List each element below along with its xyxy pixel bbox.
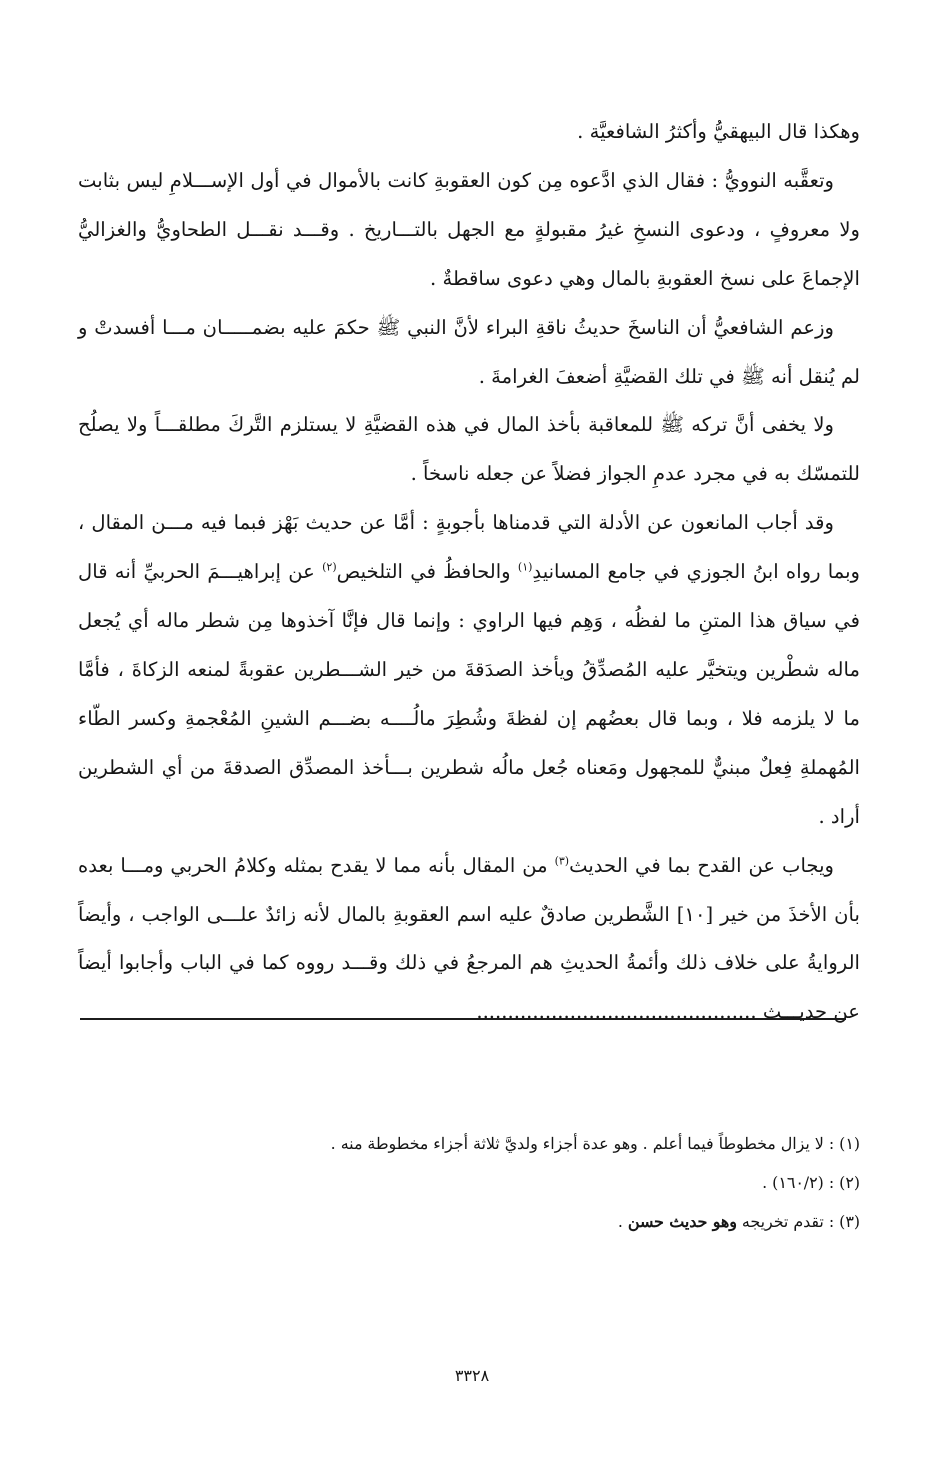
footnote-2-text: (١٦٠/٢) . — [762, 1173, 824, 1192]
paragraph-6-part-1: ويجاب عن القدح بما في الحديث — [569, 853, 834, 877]
paragraph-3: وزعم الشافعيُّ أن الناسخَ حديثُ ناقةِ البراء لأنَّ النبي ﷺ حكمَ عليه بضمـــــان مـــا أفسدتْ و لم يُنقل أنه ﷺ في تلك القضيَّةِ أضعفَ الغرامةَ . — [78, 315, 860, 388]
footnote-ref-2: (٢) — [322, 560, 337, 574]
paragraph-5 — [78, 499, 860, 841]
footnote-ref-1: (١) — [517, 560, 533, 574]
footnote-1 — [80, 1124, 860, 1163]
footnote-ref-3: (٣) — [554, 854, 570, 868]
paragraph-4: ولا يخفى أنَّ تركه ﷺ للمعاقبة بأخذ المال في هذه القضيَّةِ لا يستلزم التَّركَ مطلقـــاً ولا يصلُح للتمسّك به في مجرد عدمِ الجواز فضلاً عن جعله ناسخاً . — [78, 413, 860, 486]
paragraph-2: وتعقَّبه النوويُّ : فقال الذي ادَّعوه مِن كون العقوبةِ كانت بالأموال في أول الإســـلامِ ليس بثابت ولا معروفٍ ، ودعوى النسخِ غيرُ مقبولةٍ مع الجهل بالتـــاريخ . وقـــد نقـــل الطحاويُّ والغزاليُّ الإجماعَ على نسخ العقوبةِ بالمال وهي دعوى ساقطةٌ . — [78, 168, 860, 290]
footnote-2 — [80, 1163, 860, 1202]
footnotes — [80, 1124, 860, 1241]
main-text — [78, 108, 860, 1037]
footnote-3-number: (٣) : — [828, 1212, 860, 1231]
paragraph-6-part-2: من المقال بأنه مما لا يقدح بمثله وكلامُ الحربي ومـــا بعده بأن الأخذَ من خير [١٠] الشَّطرين صادقٌ عليه اسم العقوبةِ بالمال لأنه زائدٌ علـــى الواجب ، وأيضاً الروايةُ على خلاف ذلك وأئمةُ الحديثِ هم المرجعُ في ذلك وقـــد رووه كما في الباب وأجابوا أيضاً عن حديـــث ............................................. — [78, 853, 860, 1024]
page-number: ٣٣٢٨ — [454, 1366, 490, 1385]
footnote-1-text: لا يزال مخطوطاً فيما أعلم . وهو عدة أجزاء ولديَّ ثلاثة أجزاء مخطوطة منه . — [330, 1134, 824, 1153]
paragraph-5-part-3: عن إبراهيـــمَ الحربيِّ أنه قال في سياق هذا المتنِ ما لفظُه ، وَهِم فيها الراوي : وإنما قال فإنَّا آخذوها مِن شطر ماله أي يُجعل ماله شطْرين ويتخيَّر عليه المُصدِّقُ ويأخذ الصدَقةَ من خير الشـــطرين عقوبةً لمنعه الزكاةَ ، فأمَّا ما لا يلزمه فلا ، وبما قال بعضُهم إن لفظةَ وشُطِرَ مالُــــه بضـــم الشينِ المُعْجمةِ وكسر الطّاء المُهملةِ فِعلٌ مبنيٌّ للمجهول ومَعناه جُعل مالُه شطرين بـــأخذ المصدِّق الصدقةَ من أي الشطرين أراد . — [78, 560, 860, 828]
footnote-2-number: (٢) : — [828, 1173, 860, 1192]
paragraph-6 — [78, 842, 860, 1038]
footnote-3-bold-text: وهو حديث حسن — [627, 1212, 737, 1231]
paragraph-5-part-2: والحافظُ في التلخيص — [336, 560, 511, 584]
paragraph-1: وهكذا قال البيهقيُّ وأكثرُ الشافعيَّة . — [577, 120, 860, 143]
footnote-separator — [80, 1018, 846, 1020]
paragraph-5-part-1: وقد أجاب المانعون عن الأدلة التي قدمناها بأجوبةٍ : أمَّا عن حديث بَهْز فبما فيه مـــن المقال ، وبما رواه ابنُ الجوزي في جامع المسانيدِ — [78, 511, 861, 584]
footnote-3 — [80, 1202, 860, 1241]
footnote-3-text: تقدم تخريجه — [741, 1212, 824, 1231]
footnote-3-end: . — [617, 1212, 623, 1231]
footnote-1-number: (١) : — [828, 1134, 860, 1153]
